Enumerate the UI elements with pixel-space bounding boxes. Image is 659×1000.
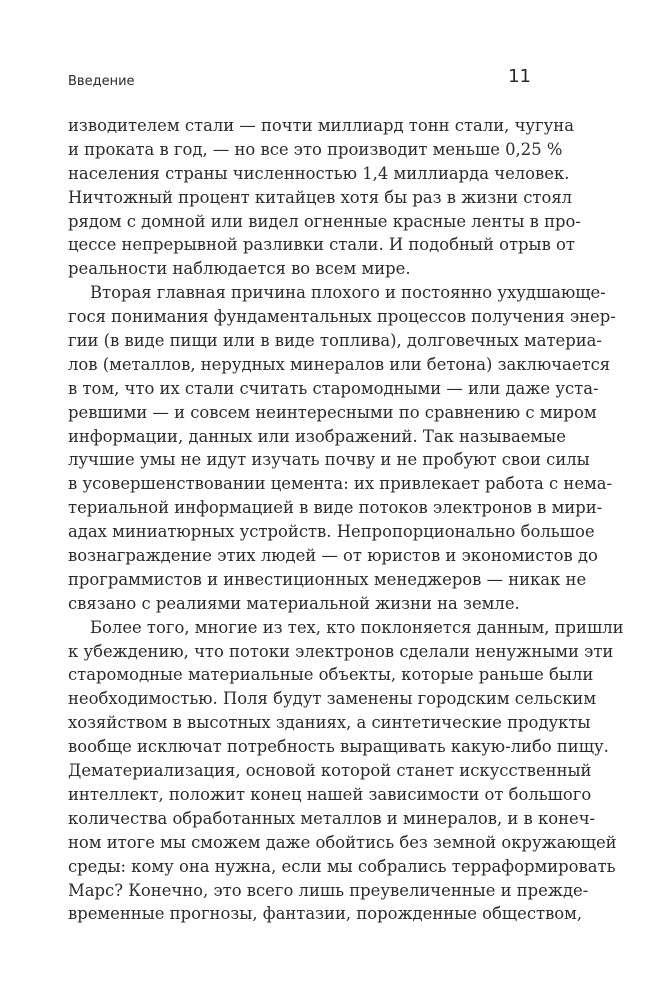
body-text bbox=[68, 114, 624, 926]
text-line: цессе непрерывной разливки стали. И подобный отрыв от bbox=[68, 235, 575, 255]
text-line: в том, что их стали считать старомодными — или даже уста- bbox=[68, 378, 599, 398]
text-line: лучшие умы не идут изучать почву и не пробуют свои силы bbox=[68, 450, 590, 470]
text-line: ном итоге мы сможем даже обойтись без земной окружающей bbox=[68, 832, 617, 852]
text-line: количества обработанных металлов и минералов, и в конеч- bbox=[68, 808, 596, 828]
text-line: информации, данных или изображений. Так называемые bbox=[68, 426, 566, 446]
section-title: Введение bbox=[68, 74, 135, 89]
text-line: программистов и инвестиционных менеджеров — никак не bbox=[68, 569, 587, 589]
paragraph bbox=[68, 114, 581, 281]
text-line: Более того, многие из тех, кто поклоняется данным, пришли bbox=[90, 617, 624, 637]
text-line: населения страны численностью 1,4 миллиарда человек. bbox=[68, 163, 570, 183]
text-line: адах миниатюрных устройств. Непропорционально большое bbox=[68, 522, 595, 542]
text-line: изводителем стали — почти миллиард тонн стали, чугуна bbox=[68, 116, 574, 135]
text-line: временные прогнозы, фантазии, порожденные обществом, bbox=[68, 904, 583, 924]
text-line: интеллект, положит конец нашей зависимости от большого bbox=[68, 784, 592, 804]
text-line: реальности наблюдается во всем мире. bbox=[68, 259, 411, 279]
page-number: 11 bbox=[508, 66, 531, 87]
text-line: териальной информацией в виде потоков электронов в мири- bbox=[68, 498, 603, 518]
text-line: Вторая главная причина плохого и постоянно ухудшающе- bbox=[90, 283, 606, 303]
text-line: связано с реалиями материальной жизни на земле. bbox=[68, 593, 520, 613]
text-line: гии (в виде пищи или в виде топлива), долговечных материа- bbox=[68, 331, 602, 351]
text-line: в усовершенствовании цемента: их привлекает работа с нема- bbox=[68, 474, 613, 494]
paragraph bbox=[68, 281, 616, 615]
text-line: к убеждению, что потоки электронов сделали ненужными эти bbox=[68, 641, 614, 661]
text-line: необходимостью. Поля будут заменены городским сельским bbox=[68, 689, 597, 709]
text-line: вознаграждение этих людей — от юристов и экономистов до bbox=[68, 546, 598, 566]
text-line: старомодные материальные объекты, которые раньше были bbox=[68, 665, 594, 685]
text-line: рядом с домной или видел огненные красные ленты в про- bbox=[68, 211, 581, 231]
text-line: вообще исключат потребность выращивать какую-либо пищу. bbox=[68, 737, 609, 757]
text-line: и проката в год, — но все это производит меньше 0,25 % bbox=[68, 139, 563, 159]
text-line: хозяйством в высотных зданиях, а синтетические продукты bbox=[68, 713, 591, 733]
text-line: среды: кому она нужна, если мы собрались терраформировать bbox=[68, 856, 616, 876]
text-line: гося понимания фундаментальных процессов получения энер- bbox=[68, 307, 616, 327]
text-line: Ничтожный процент китайцев хотя бы раз в жизни стоял bbox=[68, 187, 573, 207]
text-line: лов (металлов, нерудных минералов или бетона) заключается bbox=[68, 354, 611, 374]
text-line: Марс? Конечно, это всего лишь преувеличенные и прежде- bbox=[68, 880, 589, 900]
text-line: ревшими — и совсем неинтересными по сравнению с миром bbox=[68, 402, 597, 422]
paragraph bbox=[68, 616, 624, 927]
text-line: Дематериализация, основой которой станет искусственный bbox=[68, 761, 592, 781]
